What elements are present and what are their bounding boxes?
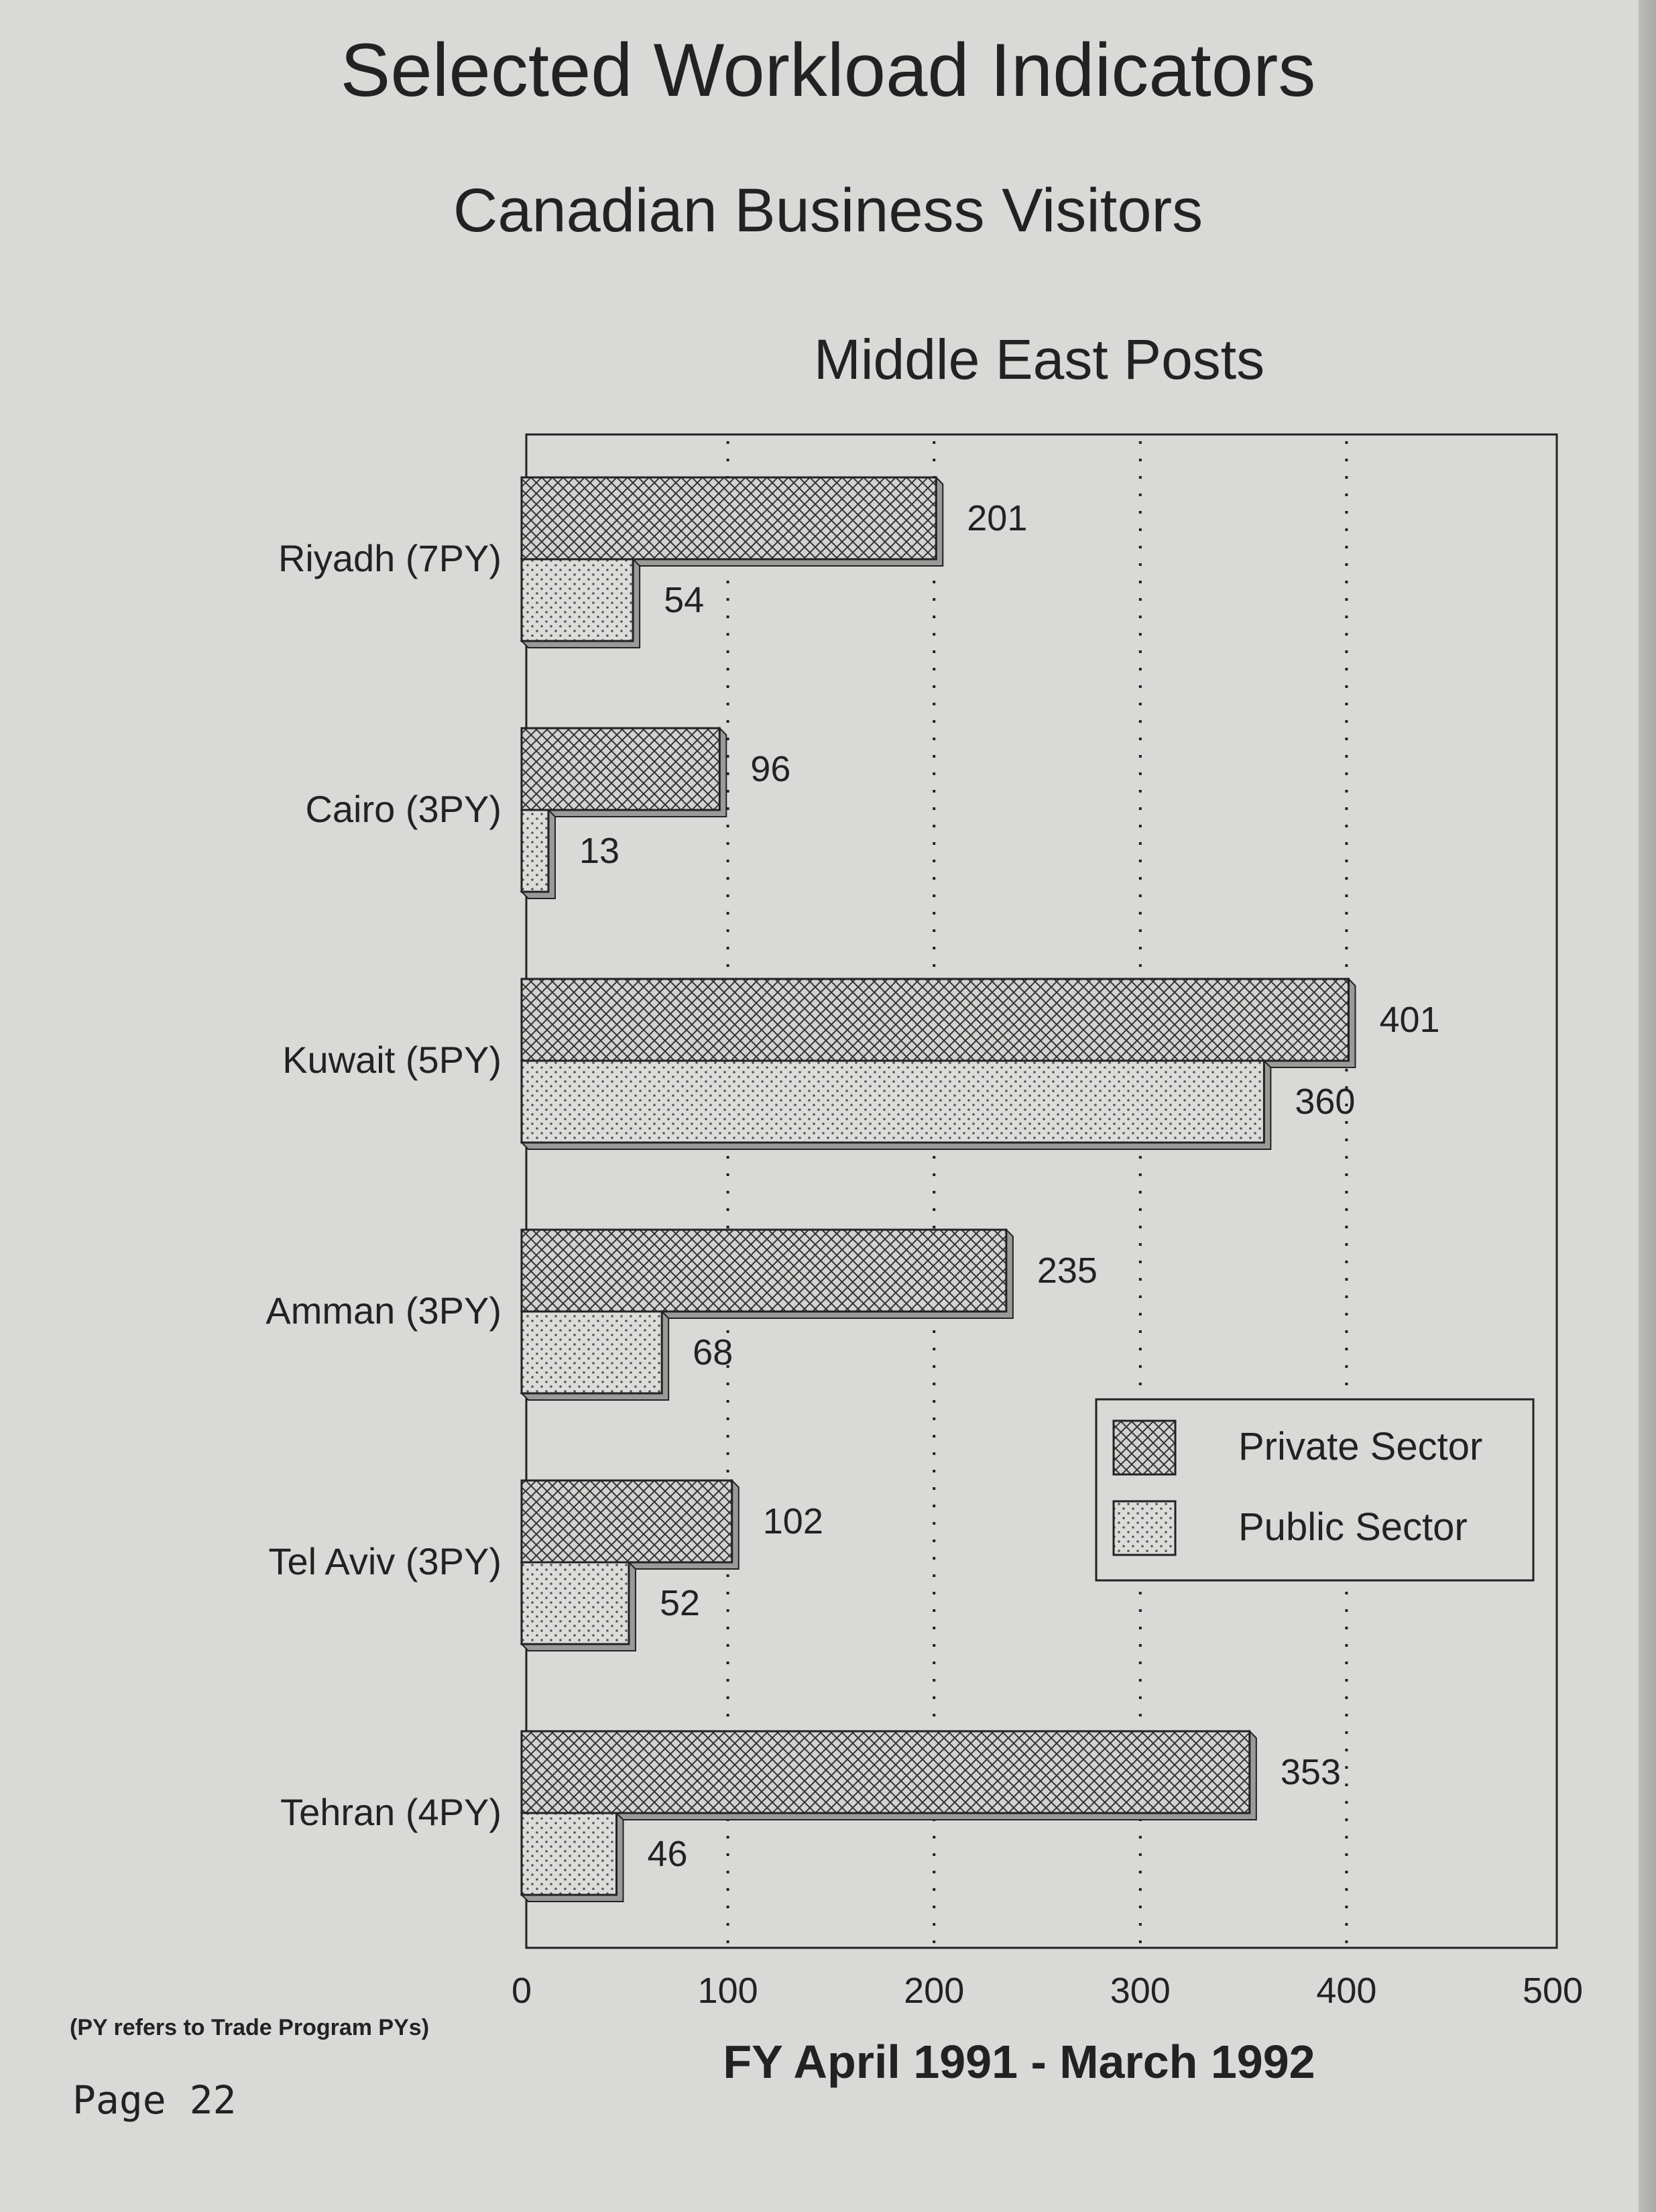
bar-private-sector (522, 1731, 1250, 1813)
x-tick-label: 400 (1316, 1971, 1377, 2011)
bar-public-sector (522, 1061, 1264, 1143)
bar-public-sector (522, 810, 548, 892)
category-label: Cairo (3PY) (305, 788, 501, 830)
x-tick-label: 0 (511, 1971, 532, 2011)
x-axis-label: FY April 1991 - March 1992 (723, 2036, 1315, 2088)
value-label: 68 (693, 1332, 733, 1373)
category-label: Kuwait (5PY) (282, 1039, 501, 1081)
ticks-layer (512, 1971, 1583, 2011)
x-tick-label: 100 (697, 1971, 758, 2011)
page-number: Page 22 (72, 2077, 237, 2123)
x-tick-label: 300 (1110, 1971, 1171, 2011)
chart-title: Middle East Posts (813, 328, 1265, 391)
value-label: 96 (750, 749, 791, 789)
legend-label: Public Sector (1238, 1505, 1468, 1549)
bar-private-sector (522, 1230, 1006, 1312)
footnote: (PY refers to Trade Program PYs) (70, 2015, 430, 2040)
category-label: Riyadh (7PY) (278, 537, 501, 579)
legend (1096, 1399, 1533, 1580)
value-label: 13 (579, 831, 620, 871)
value-label: 54 (664, 580, 705, 620)
value-label: 235 (1037, 1250, 1098, 1291)
bar-private-sector (522, 477, 936, 559)
bar-private-sector (522, 979, 1348, 1061)
plot-frame (526, 434, 1557, 1948)
value-label: 201 (967, 498, 1028, 538)
x-tick-label: 500 (1522, 1971, 1584, 2011)
value-label: 46 (647, 1834, 688, 1874)
value-label: 401 (1379, 1000, 1440, 1040)
grid-layer (526, 434, 1557, 1948)
legend-label: Private Sector (1238, 1425, 1483, 1468)
bar-private-sector (522, 728, 719, 810)
page-subtitle: Canadian Business Visitors (453, 176, 1203, 245)
x-tick-label: 200 (904, 1971, 965, 2011)
bar-public-sector (522, 1562, 629, 1644)
labels-layer (265, 498, 1439, 1874)
page-title: Selected Workload Indicators (340, 28, 1316, 112)
bars-layer (522, 477, 1355, 1902)
value-label: 360 (1295, 1082, 1356, 1122)
legend-swatch-public (1114, 1501, 1175, 1555)
value-label: 353 (1280, 1752, 1341, 1792)
bar-public-sector (522, 1813, 616, 1895)
value-label: 52 (659, 1583, 701, 1623)
bar-public-sector (522, 1312, 662, 1393)
category-label: Tehran (4PY) (280, 1791, 501, 1833)
category-label: Tel Aviv (3PY) (268, 1540, 501, 1582)
category-label: Amman (3PY) (265, 1289, 501, 1332)
value-label: 102 (762, 1501, 823, 1541)
bar-private-sector (522, 1480, 732, 1562)
bar-public-sector (522, 559, 633, 641)
legend-swatch-private (1114, 1421, 1175, 1474)
